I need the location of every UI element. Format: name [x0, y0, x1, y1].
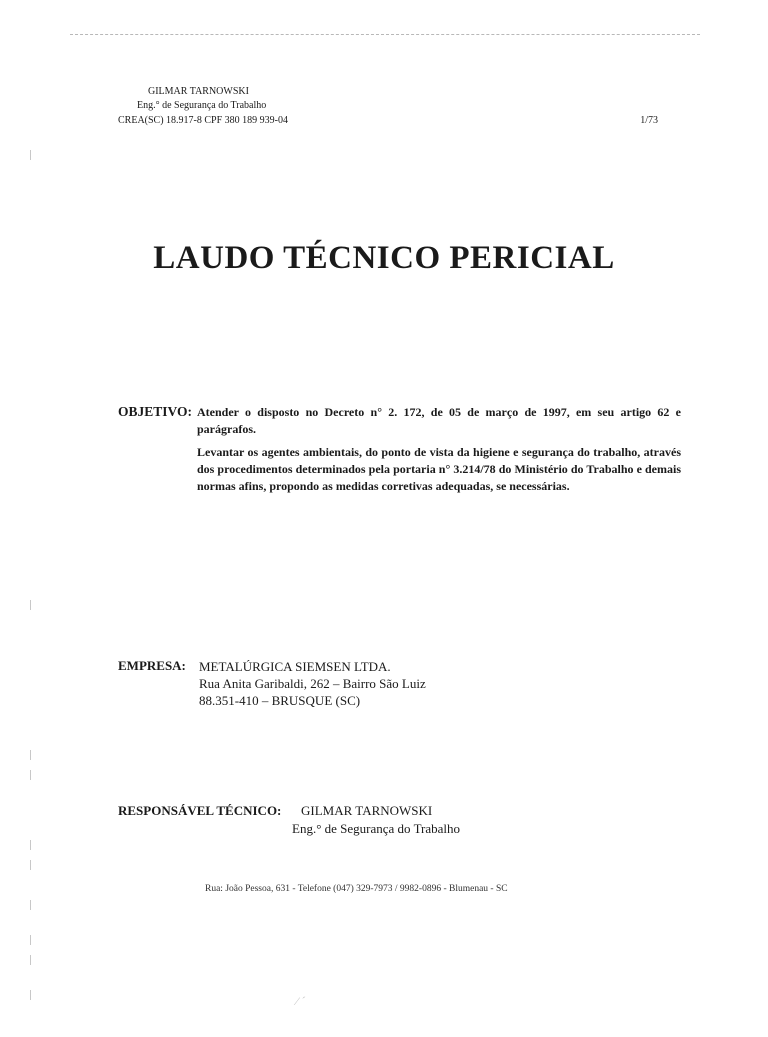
engineer-registration: CREA(SC) 18.917-8 CPF 380 189 939-04 — [118, 115, 289, 126]
engineer-name: GILMAR TARNOWSKI — [148, 86, 249, 97]
engineer-role: Eng.° de Segurança do Trabalho — [137, 100, 267, 111]
company-address: Rua Anita Garibaldi, 262 – Bairro São Luiz — [199, 676, 426, 691]
objective-paragraph: Atender o disposto no Decreto n° 2. 172, de 05 de março de 1997, em seu artigo 62 e parágrafos. — [197, 405, 681, 436]
objective-paragraph: Levantar os agentes ambientais, do ponto de vista da higiene e segurança do trabalho, através dos procedimentos determinados pela portaria n° 3.214/78 do Ministério do Trabalho e demais normas afins, propondo as medidas corretivas adequadas, se necessárias. — [197, 445, 681, 493]
scan-artifact-line — [70, 34, 700, 35]
document-title: LAUDO TÉCNICO PERICIAL — [153, 240, 615, 276]
responsible-name: GILMAR TARNOWSKI — [301, 803, 433, 818]
page-number: 1/73 — [640, 115, 658, 126]
company-name: METALÚRGICA SIEMSEN LTDA. — [199, 659, 391, 674]
company-city: 88.351-410 – BRUSQUE (SC) — [199, 693, 361, 708]
responsible-label: RESPONSÁVEL TÉCNICO: — [118, 803, 282, 818]
company-label: EMPRESA: — [118, 658, 186, 673]
scan-edge-marks — [30, 0, 50, 1037]
footer-address: Rua: João Pessoa, 631 - Telefone (047) 329-7973 / 9982-0896 - Blumenau - SC — [205, 884, 508, 894]
objective-label: OBJETIVO: — [118, 404, 192, 419]
scan-smudge: ⁄ ´ — [296, 994, 305, 1008]
objective-text — [197, 404, 681, 501]
company-details — [199, 658, 426, 709]
responsible-role: Eng.° de Segurança do Trabalho — [292, 821, 461, 836]
